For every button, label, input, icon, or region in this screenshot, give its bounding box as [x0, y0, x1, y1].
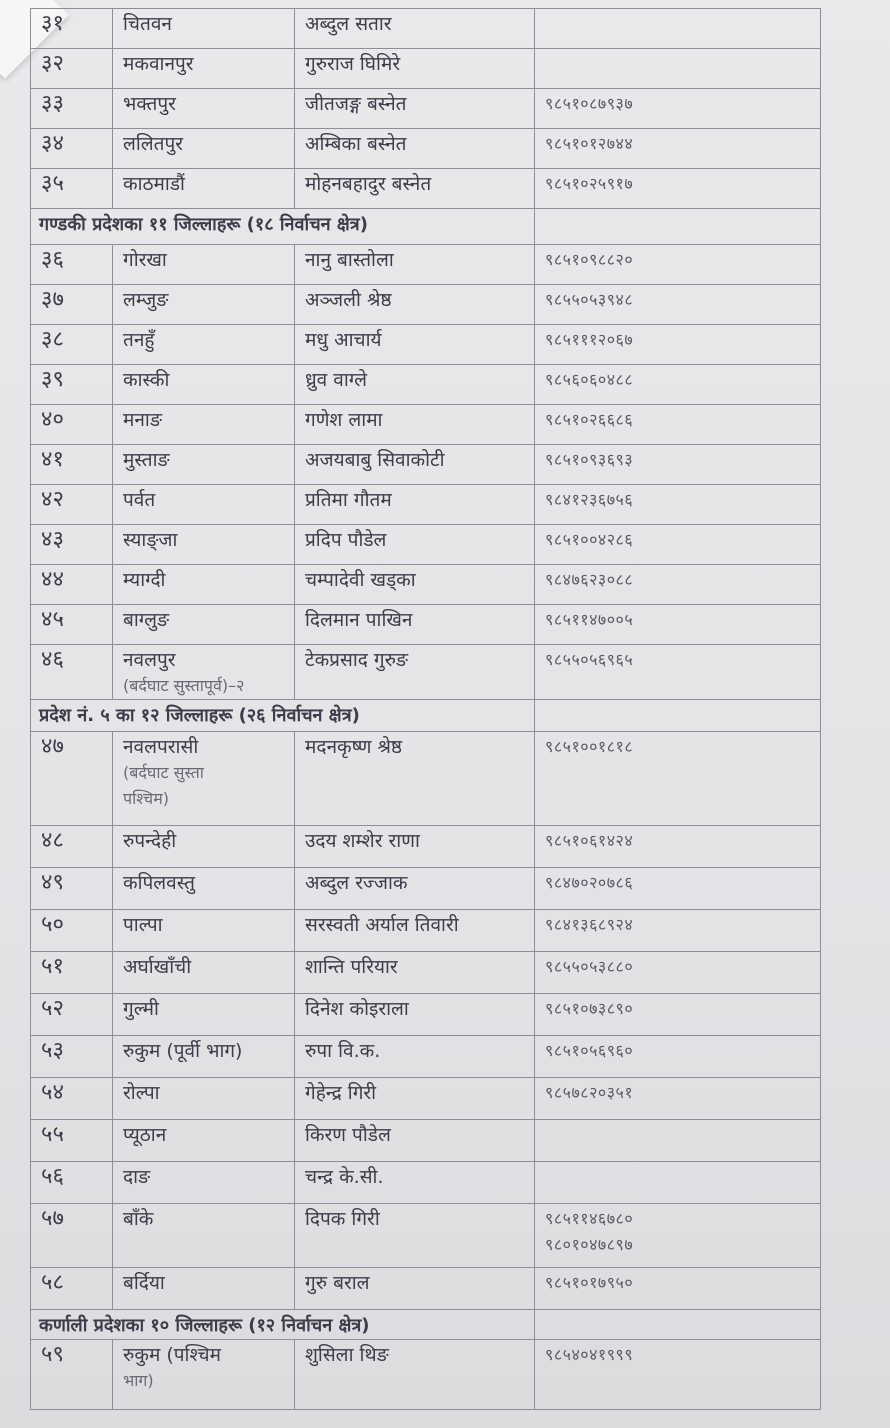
phone-number: ९८५४०४१९९९: [545, 1345, 634, 1364]
serial-number-cell: ३८: [31, 325, 113, 365]
phone-cell: [535, 405, 821, 445]
contact-name-cell: अम्बिका बस्नेत: [295, 129, 535, 169]
contact-name-cell: उदय शम्शेर राणा: [295, 826, 535, 868]
district-name: नवलपरासी: [123, 736, 199, 758]
phone-cell: [535, 1036, 821, 1078]
serial-number-cell: ५२: [31, 994, 113, 1036]
phone-cell: [535, 285, 821, 325]
district-name: भक्तपुर: [123, 93, 176, 115]
table-row: [31, 910, 821, 952]
table-row: [31, 49, 821, 89]
phone-number: ९८५१००४२८६: [545, 530, 634, 549]
serial-number-cell: ५७: [31, 1204, 113, 1268]
contact-name-cell: चन्द्र के.सी.: [295, 1162, 535, 1204]
contact-name-cell: गेहेन्द्र गिरी: [295, 1078, 535, 1120]
contact-name-cell: मदनकृष्ण श्रेष्ठ: [295, 732, 535, 826]
table-row: [31, 1078, 821, 1120]
contact-name-cell: सरस्वती अर्याल तिवारी: [295, 910, 535, 952]
district-name: नवलपुर: [123, 649, 176, 671]
table-row: [31, 994, 821, 1036]
contact-name-cell: शान्ति परियार: [295, 952, 535, 994]
phone-cell: [535, 1120, 821, 1162]
district-cell: [113, 1162, 295, 1204]
district-cell: [113, 525, 295, 565]
table-row: [31, 245, 821, 285]
district-name: रुकुम (पश्चिम: [123, 1344, 221, 1366]
phone-cell: [535, 325, 821, 365]
district-cell: [113, 952, 295, 994]
serial-number-cell: ३२: [31, 49, 113, 89]
contact-name-cell: दिनेश कोइराला: [295, 994, 535, 1036]
section-empty-cell: [535, 209, 821, 245]
district-name: गुल्मी: [123, 998, 159, 1020]
phone-cell: [535, 1204, 821, 1268]
serial-number-cell: ४१: [31, 445, 113, 485]
table-row: [31, 89, 821, 129]
district-name: चितवन: [123, 13, 172, 35]
phone-cell: [535, 49, 821, 89]
district-cell: [113, 49, 295, 89]
table-row: [31, 1268, 821, 1310]
district-cell: [113, 994, 295, 1036]
phone-number: ९८५११४७००५: [545, 610, 634, 629]
table-row: [31, 605, 821, 645]
section-title: कर्णाली प्रदेशका १० जिल्लाहरू (१२ निर्वाचन क्षेत्र): [31, 1310, 535, 1340]
table-row: [31, 445, 821, 485]
district-cell: [113, 445, 295, 485]
table-row: [31, 826, 821, 868]
phone-number: ९८५१०५६९६०: [545, 1041, 634, 1060]
phone-cell: [535, 365, 821, 405]
district-name: मनाङ: [123, 409, 162, 431]
district-cell: [113, 1078, 295, 1120]
district-name: कपिलवस्तु: [123, 872, 195, 894]
section-header-row: [31, 209, 821, 245]
district-cell: [113, 645, 295, 700]
phone-cell: [535, 1162, 821, 1204]
phone-number: ९८५५०५६९६५: [545, 650, 634, 669]
contact-name-cell: मधु आचार्य: [295, 325, 535, 365]
serial-number-cell: ३४: [31, 129, 113, 169]
table-row: [31, 952, 821, 994]
serial-number-cell: ४७: [31, 732, 113, 826]
contact-name-cell: अब्दुल सतार: [295, 9, 535, 49]
district-cell: [113, 605, 295, 645]
district-name: म्याग्दी: [123, 569, 166, 591]
contact-name-cell: दिलमान पाखिन: [295, 605, 535, 645]
district-cell: [113, 285, 295, 325]
district-cell: [113, 868, 295, 910]
section-title: प्रदेश नं. ५ का १२ जिल्लाहरू (२६ निर्वाचन क्षेत्र): [31, 700, 535, 732]
table-row: [31, 732, 821, 826]
section-header-row: [31, 1310, 821, 1340]
contact-name-cell: मोहनबहादुर बस्नेत: [295, 169, 535, 209]
district-name: बाग्लुङ: [123, 609, 170, 631]
contact-name-cell: रुपा वि.क.: [295, 1036, 535, 1078]
district-note: पश्चिम): [123, 789, 170, 808]
contact-table: [30, 8, 821, 1410]
table-row: [31, 1120, 821, 1162]
phone-cell: [535, 9, 821, 49]
table-row: [31, 1204, 821, 1268]
phone-cell: [535, 910, 821, 952]
district-name: ललितपुर: [123, 133, 184, 155]
phone-number: ९८४७६२३०८८: [545, 570, 634, 589]
phone-number: ९८५६०६०४८८: [545, 370, 634, 389]
district-note: (बर्दघाट सुस्ता: [123, 763, 204, 782]
table-row: [31, 565, 821, 605]
contact-name-cell: चम्पादेवी खड्का: [295, 565, 535, 605]
phone-cell: [535, 129, 821, 169]
contact-name-cell: अब्दुल रज्जाक: [295, 868, 535, 910]
phone-number: ९८५१०९८८२०: [545, 250, 634, 269]
district-name: मुस्ताङ: [123, 449, 170, 471]
phone-number: ९८४१२३६७५६: [545, 490, 634, 509]
district-name: पाल्पा: [123, 914, 163, 936]
table-row: [31, 405, 821, 445]
serial-number-cell: ४६: [31, 645, 113, 700]
district-cell: [113, 169, 295, 209]
contact-name-cell: अञ्जली श्रेष्ठ: [295, 285, 535, 325]
phone-number: ९८५१०२६६८६: [545, 410, 634, 429]
district-name: रुकुम (पूर्वी भाग): [123, 1040, 243, 1062]
serial-number-cell: ५८: [31, 1268, 113, 1310]
serial-number-cell: ५९: [31, 1340, 113, 1410]
phone-number: ९८५५०५३८८०: [545, 957, 634, 976]
district-name: दाङ: [123, 1166, 151, 1188]
district-cell: [113, 1120, 295, 1162]
district-name: कास्की: [123, 369, 170, 391]
phone-number: ९८५५०५३९४८: [545, 290, 634, 309]
table-row: [31, 1036, 821, 1078]
phone-cell: [535, 485, 821, 525]
phone-number: ९८५११४६७८०: [545, 1209, 634, 1228]
contact-name-cell: टेकप्रसाद गुरुङ: [295, 645, 535, 700]
section-empty-cell: [535, 700, 821, 732]
serial-number-cell: ४०: [31, 405, 113, 445]
phone-cell: [535, 445, 821, 485]
contact-name-cell: प्रतिमा गौतम: [295, 485, 535, 525]
district-cell: [113, 826, 295, 868]
phone-number: ९८५१०८७९३७: [545, 94, 634, 113]
table-row: [31, 645, 821, 700]
phone-cell: [535, 732, 821, 826]
phone-number: ९८५१११२०६७: [545, 330, 634, 349]
serial-number-cell: ३९: [31, 365, 113, 405]
phone-cell: [535, 169, 821, 209]
phone-cell: [535, 645, 821, 700]
table-row: [31, 285, 821, 325]
district-cell: [113, 1204, 295, 1268]
phone-number: ९८५७८२०३५१: [545, 1083, 634, 1102]
phone-cell: [535, 1078, 821, 1120]
phone-cell: [535, 868, 821, 910]
serial-number-cell: ५१: [31, 952, 113, 994]
phone-number: ९८५१०१२७४४: [545, 134, 634, 153]
district-cell: [113, 245, 295, 285]
serial-number-cell: ३७: [31, 285, 113, 325]
district-cell: [113, 1268, 295, 1310]
phone-number: ९८५१०२५९१७: [545, 174, 634, 193]
phone-number: ९८५१०९३६९३: [545, 450, 634, 469]
serial-number-cell: ५३: [31, 1036, 113, 1078]
district-cell: [113, 325, 295, 365]
table-row: [31, 9, 821, 49]
phone-cell: [535, 89, 821, 129]
district-name: तनहुँ: [123, 329, 155, 351]
district-name: पर्वत: [123, 489, 156, 511]
contact-name-cell: प्रदिप पौडेल: [295, 525, 535, 565]
district-name: रोल्पा: [123, 1082, 160, 1104]
district-cell: [113, 1036, 295, 1078]
district-cell: [113, 365, 295, 405]
serial-number-cell: ४९: [31, 868, 113, 910]
phone-cell: [535, 605, 821, 645]
table-row: [31, 169, 821, 209]
table-row: [31, 1340, 821, 1410]
table-row: [31, 525, 821, 565]
district-cell: [113, 732, 295, 826]
phone-number: ९८४७०२०७८६: [545, 873, 634, 892]
district-name: रुपन्देही: [123, 830, 177, 852]
table-row: [31, 868, 821, 910]
district-name: स्याङ्जा: [123, 529, 178, 551]
district-cell: [113, 129, 295, 169]
district-cell: [113, 910, 295, 952]
contact-name-cell: गुरु बराल: [295, 1268, 535, 1310]
district-cell: [113, 405, 295, 445]
section-title: गण्डकी प्रदेशका ११ जिल्लाहरू (१८ निर्वाचन क्षेत्र): [31, 209, 535, 245]
serial-number-cell: ४४: [31, 565, 113, 605]
district-name: बर्दिया: [123, 1272, 165, 1294]
contact-name-cell: नानु बास्तोला: [295, 245, 535, 285]
district-name: काठमाडौं: [123, 173, 185, 195]
district-name: मकवानपुर: [123, 53, 194, 75]
serial-number-cell: ५५: [31, 1120, 113, 1162]
phone-cell: [535, 994, 821, 1036]
serial-number-cell: ३५: [31, 169, 113, 209]
district-cell: [113, 565, 295, 605]
district-name: प्यूठान: [123, 1124, 167, 1146]
contact-name-cell: किरण पौडेल: [295, 1120, 535, 1162]
district-note: (बर्दघाट सुस्तापूर्व)–२: [123, 676, 245, 695]
contact-name-cell: गुरुराज घिमिरे: [295, 49, 535, 89]
phone-cell: [535, 1268, 821, 1310]
phone-number: ९८५१०६१४२४: [545, 831, 634, 850]
phone-number: ९८५१००१८१८: [545, 737, 634, 756]
contact-name-cell: गणेश लामा: [295, 405, 535, 445]
district-cell: [113, 1340, 295, 1410]
contact-name-cell: जीतजङ्ग बस्नेत: [295, 89, 535, 129]
phone-cell: [535, 245, 821, 285]
contact-name-cell: ध्रुव वाग्ले: [295, 365, 535, 405]
serial-number-cell: ३६: [31, 245, 113, 285]
district-name: अर्घाखाँची: [123, 956, 192, 978]
phone-cell: [535, 826, 821, 868]
district-cell: [113, 9, 295, 49]
table-row: [31, 129, 821, 169]
serial-number-cell: ४३: [31, 525, 113, 565]
serial-number-cell: ५४: [31, 1078, 113, 1120]
table-row: [31, 365, 821, 405]
serial-number-cell: ५०: [31, 910, 113, 952]
contact-name-cell: दिपक गिरी: [295, 1204, 535, 1268]
phone-number: ९८५१०१७९५०: [545, 1273, 634, 1292]
district-name: गोरखा: [123, 249, 167, 271]
serial-number-cell: ४५: [31, 605, 113, 645]
district-cell: [113, 89, 295, 129]
phone-cell: [535, 952, 821, 994]
table-row: [31, 1162, 821, 1204]
serial-number-cell: ३३: [31, 89, 113, 129]
phone-cell: [535, 565, 821, 605]
phone-cell: [535, 525, 821, 565]
phone-number: ९८५१०७३८९०: [545, 999, 634, 1018]
phone-cell: [535, 1340, 821, 1410]
district-note: भाग): [123, 1371, 154, 1390]
district-cell: [113, 485, 295, 525]
section-empty-cell: [535, 1310, 821, 1340]
contact-name-cell: अजयबाबु सिवाकोटी: [295, 445, 535, 485]
district-name: बाँके: [123, 1208, 154, 1230]
serial-number-cell: ५६: [31, 1162, 113, 1204]
district-name: लम्जुङ: [123, 289, 169, 311]
table-row: [31, 325, 821, 365]
contact-table-body: [31, 9, 821, 1410]
phone-number: ९८०१०४७८९७: [545, 1235, 634, 1254]
phone-number: ९८४१३६८९२४: [545, 915, 634, 934]
serial-number-cell: ४२: [31, 485, 113, 525]
contact-name-cell: शुसिला थिङ: [295, 1340, 535, 1410]
serial-number-cell: ४८: [31, 826, 113, 868]
serial-number-cell: ३१: [31, 9, 113, 49]
section-header-row: [31, 700, 821, 732]
table-row: [31, 485, 821, 525]
